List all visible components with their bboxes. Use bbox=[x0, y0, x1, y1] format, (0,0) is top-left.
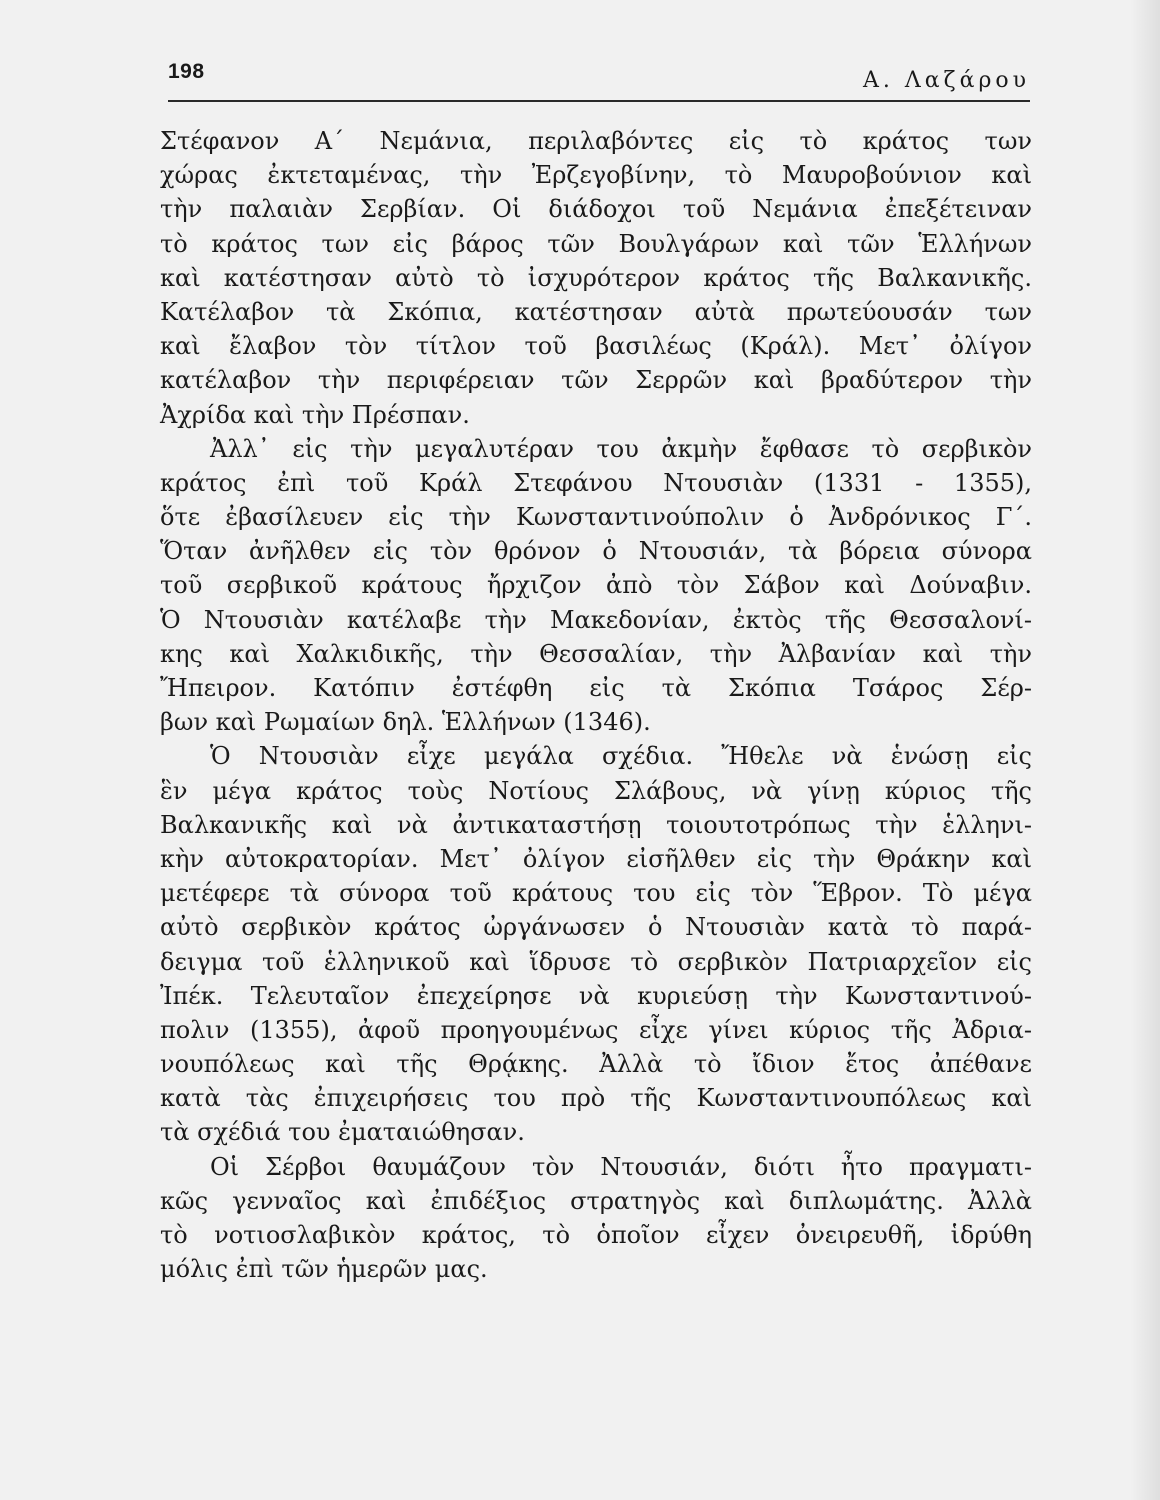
text-line: κῶς γενναῖος καὶ ἐπιδέξιος στρατηγὸς καὶ διπλωμάτης. Ἀλλὰ bbox=[160, 1186, 1032, 1215]
text-line: τὰ σχέδιά του ἐματαιώθησαν. bbox=[160, 1118, 525, 1147]
text-line: καὶ κατέστησαν αὐτὸ τὸ ἰσχυρότερον κράτος τῆς Βαλκανικῆς. bbox=[160, 263, 1032, 292]
text-line: Ἀχρίδα καὶ τὴν Πρέσπαν. bbox=[160, 400, 470, 429]
text-line: Οἱ Σέρβοι θαυμάζουν τὸν Ντουσιάν, διότι ἦτο πραγματι- bbox=[210, 1152, 1032, 1181]
text-line: μετέφερε τὰ σύνορα τοῦ κράτους του εἰς τὸν Ἕβρον. Τὸ μέγα bbox=[160, 879, 1032, 908]
text-line: Ἰπέκ. Τελευταῖον ἐπεχείρησε νὰ κυριεύσῃ τὴν Κωνσταντινού- bbox=[160, 981, 1032, 1010]
running-head-author: Α. Λαζάρου bbox=[863, 68, 1030, 93]
text-line: Ὁ Ντουσιὰν κατέλαβε τὴν Μακεδονίαν, ἐκτὸς τῆς Θεσσαλονί- bbox=[160, 605, 1032, 634]
text-line: χώρας ἐκτεταμένας, τὴν Ἐρζεγοβίνην, τὸ Μαυροβούνιον καὶ bbox=[160, 161, 1032, 190]
text-line: Κατέλαβον τὰ Σκόπια, κατέστησαν αὐτὰ πρωτεύουσάν των bbox=[160, 297, 1032, 326]
text-line: Ὁ Ντουσιὰν εἶχε μεγάλα σχέδια. Ἤθελε νὰ ἑνώσῃ εἰς bbox=[210, 742, 1032, 771]
text-line: τὸ νοτιοσλαβικὸν κράτος, τὸ ὁποῖον εἶχεν ὀνειρευθῆ, ἱδρύθη bbox=[160, 1221, 1032, 1249]
text-line: πολιν (1355), ἀφοῦ προηγουμένως εἶχε γίνει κύριος τῆς Ἀδρια- bbox=[160, 1015, 1032, 1044]
text-line: κὴν αὐτοκρατορίαν. Μετ᾽ ὀλίγον εἰσῆλθεν εἰς τὴν Θράκην καὶ bbox=[160, 844, 1032, 873]
text-line: κης καὶ Χαλκιδικῆς, τὴν Θεσσαλίαν, τὴν Ἀλβανίαν καὶ τὴν bbox=[160, 639, 1032, 668]
text-line: ὅτε ἐβασίλευεν εἰς τὴν Κωνσταντινούπολιν ὁ Ἀνδρόνικος Γ΄. bbox=[160, 503, 1032, 532]
text-line: βων καὶ Ρωμαίων δηλ. Ἑλλήνων (1346). bbox=[160, 708, 651, 737]
text-line: κατέλαβον τὴν περιφέρειαν τῶν Σερρῶν καὶ βραδύτερον τὴν bbox=[160, 366, 1032, 395]
header-rule bbox=[168, 100, 1030, 102]
text-line: καὶ ἔλαβον τὸν τίτλον τοῦ βασιλέως (Κράλ). Μετ᾽ ὀλίγον bbox=[160, 332, 1032, 361]
text-line: Στέφανον Α΄ Νεμάνια, περιλαβόντες εἰς τὸ κράτος των bbox=[160, 127, 1032, 155]
text-line: Ἀλλ᾽ εἰς τὴν μεγαλυτέραν του ἀκμὴν ἔφθασε τὸ σερβικὸν bbox=[210, 434, 1032, 463]
text-line: δειγμα τοῦ ἑλληνικοῦ καὶ ἵδρυσε τὸ σερβικὸν Πατριαρχεῖον εἰς bbox=[160, 947, 1032, 976]
text-line: νουπόλεως καὶ τῆς Θρᾴκης. Ἀλλὰ τὸ ἴδιον ἔτος ἀπέθανε bbox=[160, 1050, 1032, 1079]
text-line: μόλις ἐπὶ τῶν ἡμερῶν μας. bbox=[160, 1255, 488, 1284]
text-line: κατὰ τὰς ἐπιχειρήσεις του πρὸ τῆς Κωνσταντινουπόλεως καὶ bbox=[160, 1084, 1032, 1113]
text-line: Βαλκανικῆς καὶ νὰ ἀντικαταστήσῃ τοιουτοτρόπως τὴν ἑλληνι- bbox=[160, 810, 1032, 839]
text-line: ἓν μέγα κράτος τοὺς Νοτίους Σλάβους, νὰ γίνῃ κύριος τῆς bbox=[160, 776, 1032, 805]
text-line: τὸ κράτος των εἰς βάρος τῶν Βουλγάρων καὶ τῶν Ἑλλήνων bbox=[160, 229, 1032, 258]
text-line: Ὅταν ἀνῆλθεν εἰς τὸν θρόνον ὁ Ντουσιάν, τὰ βόρεια σύνορα bbox=[160, 537, 1032, 566]
text-line: κράτος ἐπὶ τοῦ Κράλ Στεφάνου Ντουσιὰν (1331 - 1355), bbox=[160, 468, 1032, 497]
page-header bbox=[168, 58, 1030, 102]
text-line: αὐτὸ σερβικὸν κράτος ὠργάνωσεν ὁ Ντουσιὰν κατὰ τὸ παρά- bbox=[160, 913, 1032, 942]
page-edge-shadow bbox=[1130, 0, 1160, 1500]
text-line: Ἤπειρον. Κατόπιν ἐστέφθη εἰς τὰ Σκόπια Τσάρος Σέρ- bbox=[160, 674, 1032, 702]
body-text bbox=[160, 124, 1032, 1286]
page-number: 198 bbox=[168, 60, 205, 83]
text-line: τὴν παλαιὰν Σερβίαν. Οἱ διάδοχοι τοῦ Νεμάνια ἐπεξέτειναν bbox=[160, 195, 1032, 224]
text-line: τοῦ σερβικοῦ κράτους ἤρχιζον ἀπὸ τὸν Σάβον καὶ Δούναβιν. bbox=[160, 571, 1032, 600]
